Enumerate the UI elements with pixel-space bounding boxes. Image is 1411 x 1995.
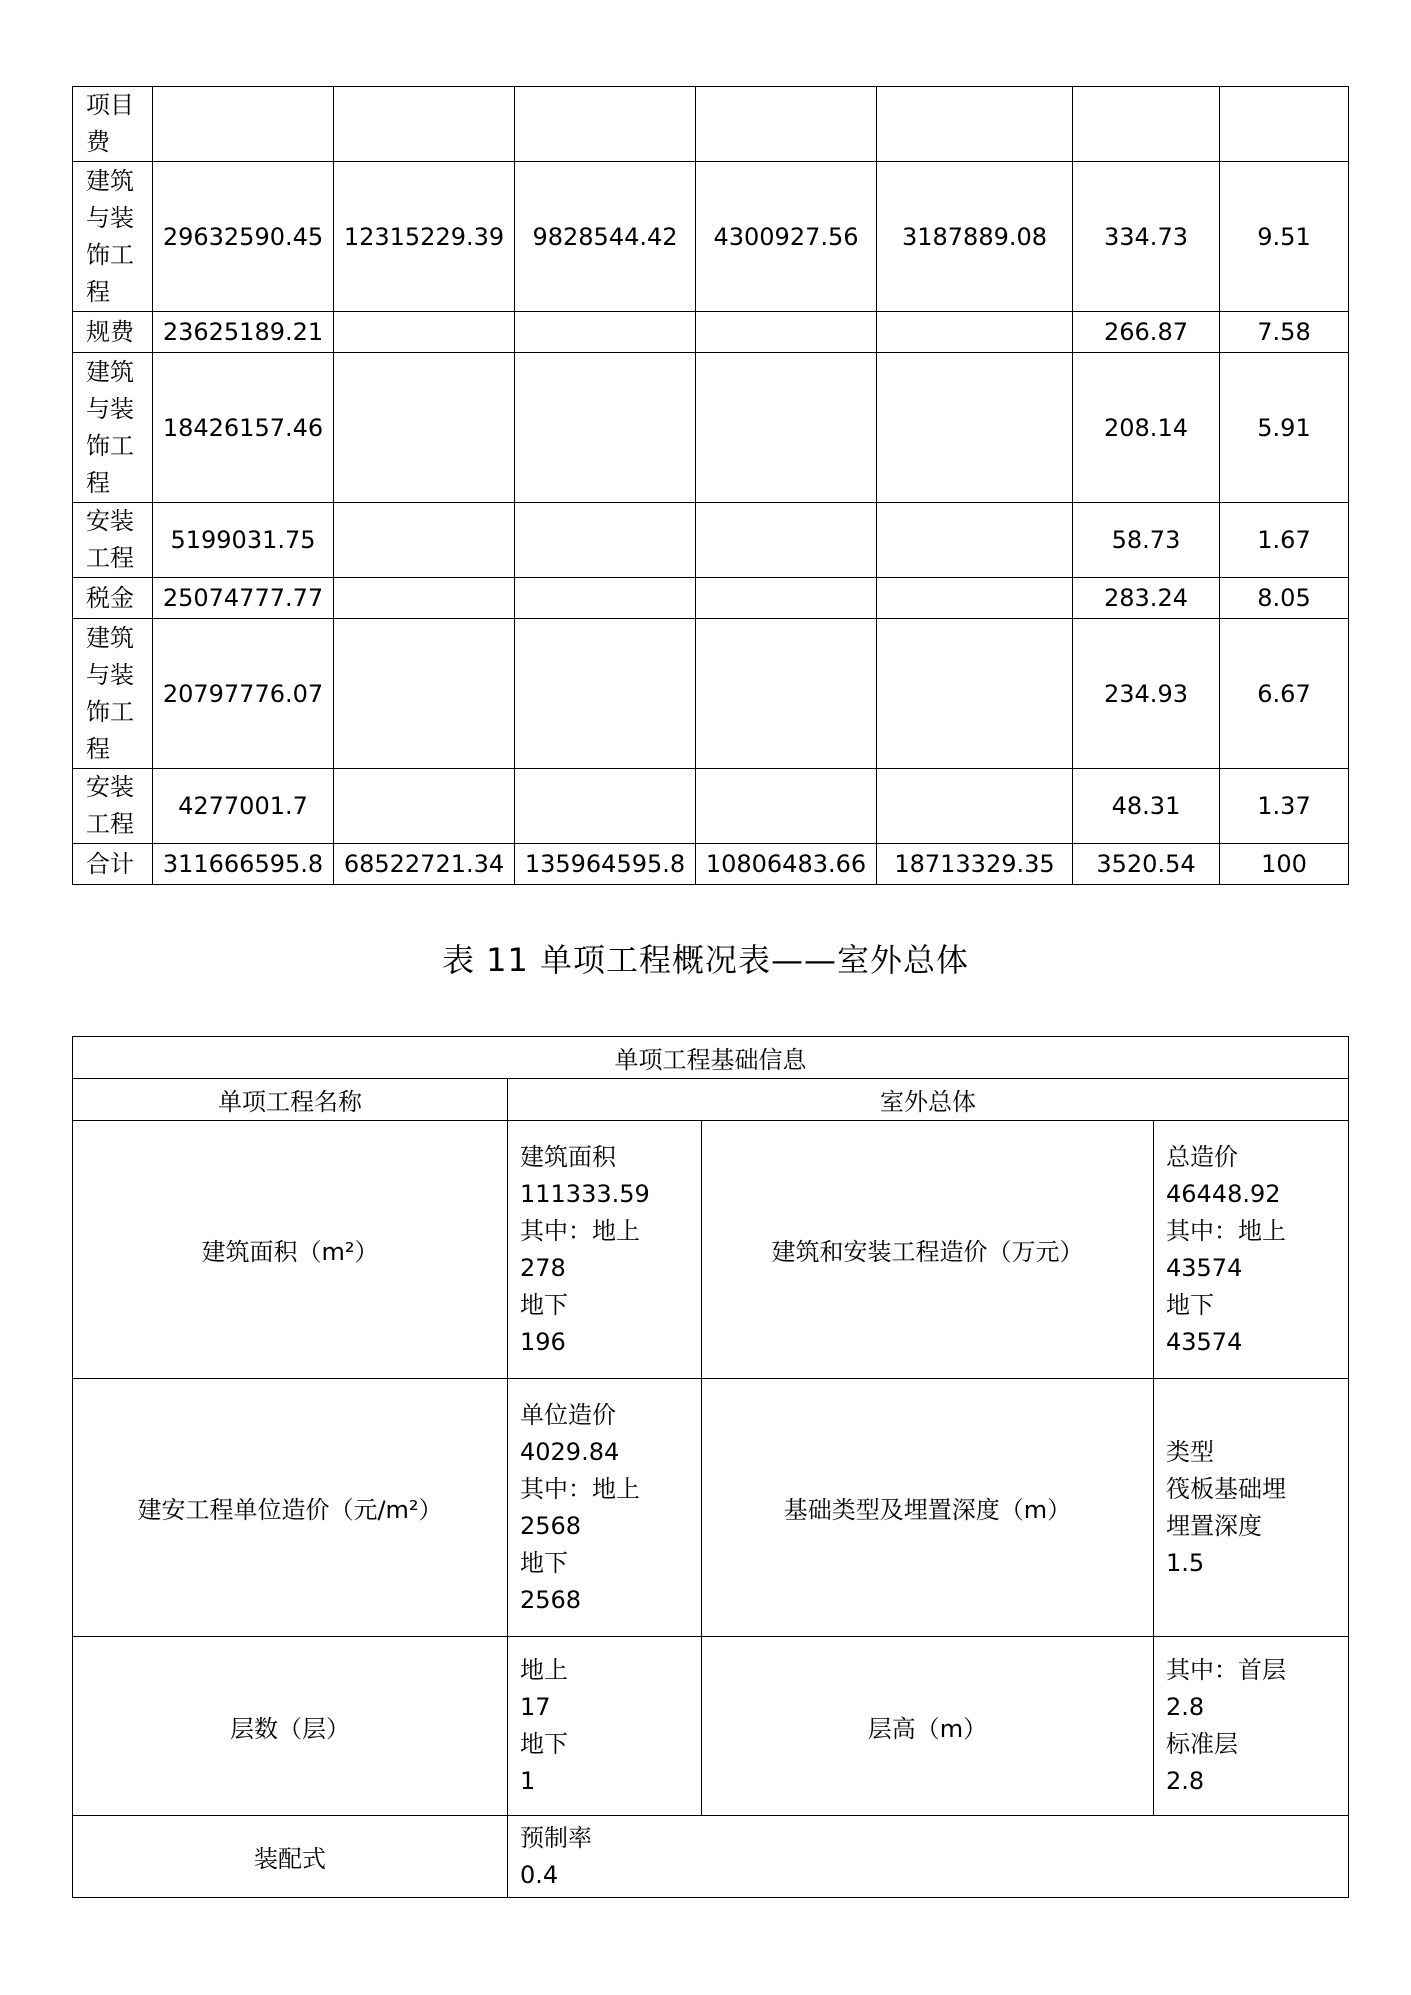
cell-c1 xyxy=(334,578,515,619)
row-label-line: 程 xyxy=(86,734,110,763)
value-line: 其中：地上 xyxy=(520,1474,640,1503)
value-line: 筏板基础埋 xyxy=(1166,1474,1286,1503)
cell-c4 xyxy=(877,87,1073,162)
value-line: 类型 xyxy=(1166,1437,1214,1466)
cell-unit: 334.73 xyxy=(1073,162,1220,312)
cell-pct xyxy=(1220,87,1349,162)
cell-pct: 9.51 xyxy=(1220,162,1349,312)
table-row xyxy=(73,769,1349,844)
value-line: 1 xyxy=(520,1767,536,1795)
cell-c1 xyxy=(334,619,515,769)
cell-unit: 3520.54 xyxy=(1073,844,1220,885)
table-row xyxy=(73,162,1349,312)
row-label xyxy=(73,578,153,619)
cost-breakdown-table xyxy=(72,86,1349,885)
value-line: 111333.59 xyxy=(520,1179,650,1208)
row-label xyxy=(73,844,153,885)
cell-c2: 9828544.42 xyxy=(515,162,696,312)
cell-pct: 1.37 xyxy=(1220,769,1349,844)
cell-c1 xyxy=(334,503,515,578)
cell-c2 xyxy=(515,769,696,844)
row-label xyxy=(73,312,153,353)
cell-c4 xyxy=(877,503,1073,578)
cell-c1 xyxy=(334,769,515,844)
row-label-line: 与装 xyxy=(86,203,134,232)
value-line: 43574 xyxy=(1166,1253,1243,1282)
cell-c2 xyxy=(515,619,696,769)
cell-c4: 3187889.08 xyxy=(877,162,1073,312)
value-line: 预制率 xyxy=(520,1823,592,1852)
value-line: 标准层 xyxy=(1166,1730,1238,1758)
cell-total: 5199031.75 xyxy=(153,503,334,578)
prefab-label: 装配式 xyxy=(73,1816,508,1898)
cell-c2 xyxy=(515,312,696,353)
value-line: 总造价 xyxy=(1166,1142,1238,1171)
cell-total: 23625189.21 xyxy=(153,312,334,353)
row-label xyxy=(73,619,153,769)
value-line: 43574 xyxy=(1166,1327,1243,1356)
cell-c1: 12315229.39 xyxy=(334,162,515,312)
cell-unit: 266.87 xyxy=(1073,312,1220,353)
row-label xyxy=(73,503,153,578)
cell-total: 20797776.07 xyxy=(153,619,334,769)
cell-unit: 208.14 xyxy=(1073,353,1220,503)
cost-label: 建筑和安装工程造价（万元） xyxy=(702,1121,1154,1379)
area-value xyxy=(508,1121,702,1379)
row-label-line: 程 xyxy=(86,468,110,497)
value-line: 46448.92 xyxy=(1166,1179,1281,1208)
prefab-value xyxy=(508,1816,1349,1898)
cell-c4 xyxy=(877,578,1073,619)
cell-unit xyxy=(1073,87,1220,162)
unit-cost-label: 建安工程单位造价（元/m²） xyxy=(73,1379,508,1637)
area-label: 建筑面积（m²） xyxy=(73,1121,508,1379)
table-caption: 表 11 单项工程概况表——室外总体 xyxy=(441,941,970,979)
row-label-line: 工程 xyxy=(86,810,134,838)
row-label-line: 合计 xyxy=(86,849,134,878)
table-row xyxy=(73,353,1349,503)
cost-value xyxy=(1154,1121,1349,1379)
cell-c3: 10806483.66 xyxy=(696,844,877,885)
row-label-line: 饰工 xyxy=(86,240,134,269)
foundation-value xyxy=(1154,1379,1349,1637)
table-row xyxy=(73,503,1349,578)
row-label-line: 饰工 xyxy=(86,431,134,460)
row-label-line: 程 xyxy=(86,277,110,306)
row-label-line: 安装 xyxy=(86,507,134,535)
cell-total: 311666595.8 xyxy=(153,844,334,885)
cell-c2 xyxy=(515,578,696,619)
cell-c1 xyxy=(334,353,515,503)
row-label xyxy=(73,769,153,844)
cell-c3 xyxy=(696,503,877,578)
cell-pct: 6.67 xyxy=(1220,619,1349,769)
value-line: 17 xyxy=(520,1693,551,1721)
row-label-line: 建筑 xyxy=(86,357,134,386)
value-line: 埋置深度 xyxy=(1166,1511,1262,1540)
table-row xyxy=(73,844,1349,885)
value-line: 其中：地上 xyxy=(1166,1216,1286,1245)
foundation-label: 基础类型及埋置深度（m） xyxy=(702,1379,1154,1637)
value-line: 278 xyxy=(520,1253,566,1282)
cell-c3 xyxy=(696,769,877,844)
project-info-table xyxy=(72,1036,1349,1898)
cell-c2 xyxy=(515,353,696,503)
name-label: 单项工程名称 xyxy=(73,1079,508,1121)
value-line: 地下 xyxy=(520,1548,568,1577)
cell-unit: 283.24 xyxy=(1073,578,1220,619)
info-header: 单项工程基础信息 xyxy=(73,1037,1349,1079)
cell-c2 xyxy=(515,503,696,578)
cell-pct: 1.67 xyxy=(1220,503,1349,578)
value-line: 单位造价 xyxy=(520,1400,616,1429)
cell-unit: 58.73 xyxy=(1073,503,1220,578)
row-label-line: 安装 xyxy=(86,773,134,801)
cell-pct: 8.05 xyxy=(1220,578,1349,619)
cell-c3 xyxy=(696,353,877,503)
cell-c4 xyxy=(877,769,1073,844)
name-value: 室外总体 xyxy=(508,1079,1349,1121)
row-label xyxy=(73,162,153,312)
value-line: 196 xyxy=(520,1327,566,1356)
cell-c1: 68522721.34 xyxy=(334,844,515,885)
cell-c1 xyxy=(334,87,515,162)
row-label-line: 工程 xyxy=(86,544,134,572)
cell-total: 4277001.7 xyxy=(153,769,334,844)
row-label-line: 税金 xyxy=(86,583,134,612)
table-row xyxy=(73,87,1349,162)
row-label xyxy=(73,353,153,503)
unit-cost-value xyxy=(508,1379,702,1637)
row-label-line: 规费 xyxy=(86,317,134,346)
value-line: 4029.84 xyxy=(520,1437,620,1466)
row-label-line: 与装 xyxy=(86,660,134,689)
value-line: 其中：首层 xyxy=(1166,1656,1286,1684)
cell-c4 xyxy=(877,619,1073,769)
cell-c4 xyxy=(877,312,1073,353)
row-label-line: 建筑 xyxy=(86,623,134,652)
value-line: 其中：地上 xyxy=(520,1216,640,1245)
floors-value xyxy=(508,1637,702,1816)
floors-label: 层数（层） xyxy=(73,1637,508,1816)
cell-c3: 4300927.56 xyxy=(696,162,877,312)
table-row xyxy=(73,312,1349,353)
cell-total: 29632590.45 xyxy=(153,162,334,312)
value-line: 地下 xyxy=(520,1290,568,1319)
value-line: 2.8 xyxy=(1166,1693,1205,1721)
cell-c2 xyxy=(515,87,696,162)
cell-unit: 48.31 xyxy=(1073,769,1220,844)
value-line: 地下 xyxy=(520,1730,568,1758)
cell-total: 18426157.46 xyxy=(153,353,334,503)
row-label-line: 费 xyxy=(86,128,110,156)
height-label: 层高（m） xyxy=(702,1637,1154,1816)
table-row xyxy=(73,619,1349,769)
cell-c1 xyxy=(334,312,515,353)
cell-c3 xyxy=(696,578,877,619)
height-value xyxy=(1154,1637,1349,1816)
row-label xyxy=(73,87,153,162)
cell-c2: 135964595.8 xyxy=(515,844,696,885)
cell-total: 25074777.77 xyxy=(153,578,334,619)
value-line: 建筑面积 xyxy=(520,1142,616,1171)
cell-total xyxy=(153,87,334,162)
value-line: 地下 xyxy=(1166,1290,1214,1319)
value-line: 2568 xyxy=(520,1511,582,1540)
value-line: 1.5 xyxy=(1166,1548,1205,1577)
value-line: 2.8 xyxy=(1166,1767,1205,1795)
cell-unit: 234.93 xyxy=(1073,619,1220,769)
row-label-line: 项目 xyxy=(86,91,134,119)
table-row xyxy=(73,578,1349,619)
row-label-line: 与装 xyxy=(86,394,134,423)
cell-c3 xyxy=(696,87,877,162)
cell-c4: 18713329.35 xyxy=(877,844,1073,885)
cell-pct: 7.58 xyxy=(1220,312,1349,353)
cell-pct: 5.91 xyxy=(1220,353,1349,503)
row-label-line: 建筑 xyxy=(86,166,134,195)
cell-c3 xyxy=(696,312,877,353)
row-label-line: 饰工 xyxy=(86,697,134,726)
cell-c3 xyxy=(696,619,877,769)
cell-c4 xyxy=(877,353,1073,503)
value-line: 地上 xyxy=(520,1656,568,1684)
value-line: 2568 xyxy=(520,1585,582,1614)
cell-pct: 100 xyxy=(1220,844,1349,885)
value-line: 0.4 xyxy=(520,1860,559,1889)
